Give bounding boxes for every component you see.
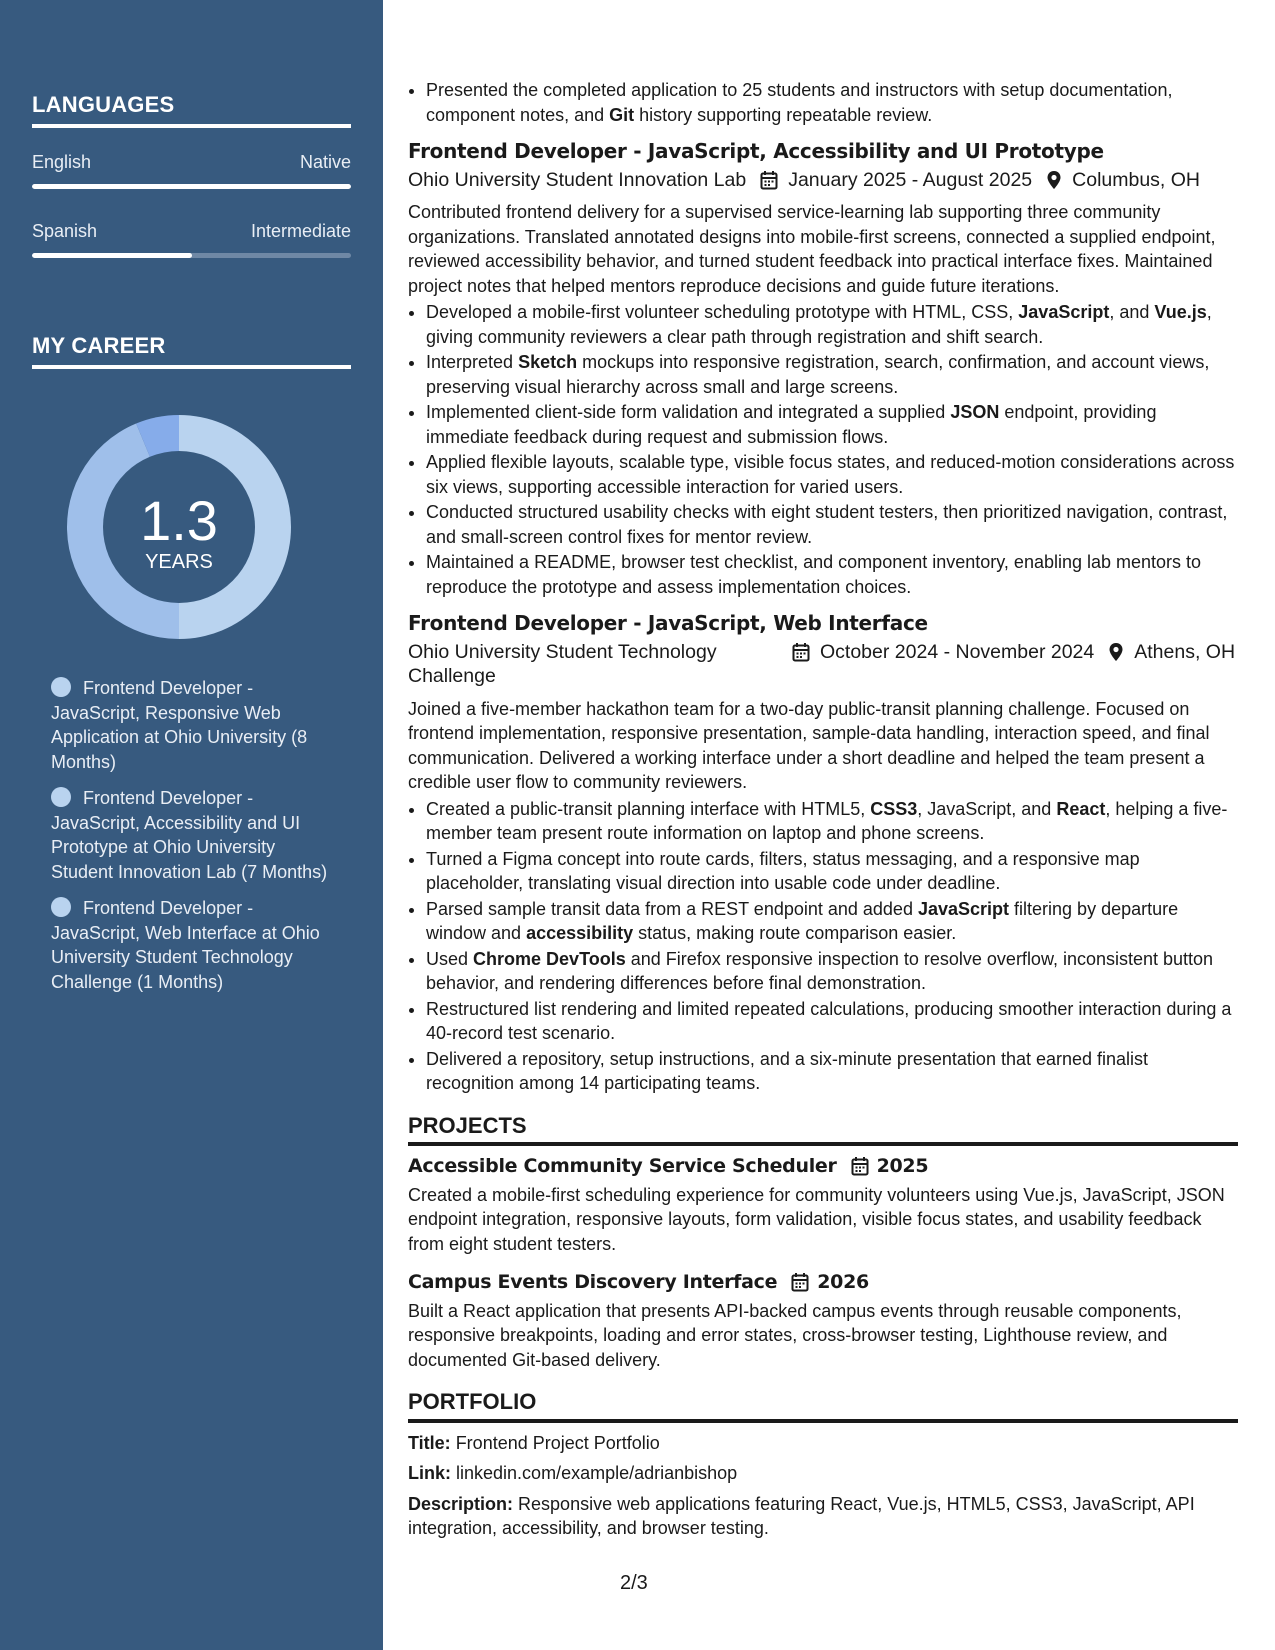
job-title: Frontend Developer - JavaScript, Accessibility and UI Prototype — [408, 139, 1104, 163]
language-level: Native — [299, 152, 351, 172]
bullet-item: • Used Chrome DevTools and Firefox responsive inspection to resolve overflow, inconsistent button behavior, and rendering differences before final demonstration. — [426, 947, 1238, 996]
carryover-bullets — [408, 78, 1238, 127]
career-item-text: Frontend Developer - JavaScript, Responsive Web Application at Ohio University (8 Months) — [51, 678, 308, 772]
calendar-icon — [792, 642, 810, 662]
project-year: 2026 — [791, 1270, 869, 1295]
portfolio-heading: PORTFOLIO — [408, 1390, 1238, 1423]
language-proficiency-fill — [32, 184, 351, 189]
job-meta — [408, 168, 1238, 193]
bullet-item: • Conducted structured usability checks with eight student testers, then prioritized navigation, contrast, and small-screen control fixes for mentor review. — [426, 500, 1238, 549]
career-unit: YEARS — [145, 551, 213, 573]
projects-heading: PROJECTS — [408, 1114, 1238, 1147]
project-title-row — [408, 1270, 1238, 1295]
bullet-item: • Implemented client-side form validation and integrated a supplied JSON endpoint, providing immediate feedback during request and submission flows. — [426, 400, 1238, 449]
languages-heading: LANGUAGES — [32, 92, 351, 128]
career-heading: MY CAREER — [32, 333, 351, 369]
language-name: Spanish — [32, 221, 98, 241]
language-proficiency-bar — [32, 253, 351, 258]
project-title: Accessible Community Service Scheduler — [408, 1155, 837, 1177]
language-name: English — [32, 152, 92, 172]
bullet-item: • Applied flexible layouts, scalable type, visible focus states, and reduced-motion considerations across six views, supporting accessible interaction for varied users. — [426, 450, 1238, 499]
job-org: Ohio University Student Innovation Lab — [408, 168, 747, 191]
portfolio-description: Responsive web applications featuring React, Vue.js, HTML5, CSS3, JavaScript, API integration, accessibility, and browser testing. — [408, 1493, 1195, 1538]
job-dates: October 2024 - November 2024 — [792, 640, 1094, 665]
job-summary: Joined a five-member hackathon team for a two-day public-transit planning challenge. Focused on frontend implementation, responsive presentation, sample-data handling, interaction speed, and final communication. Delivered a working interface under a short deadline and helped the team present a credible user flow to community reviewers. — [408, 698, 1210, 792]
main-content — [408, 78, 1238, 1547]
page-number: 2/3 — [620, 1572, 648, 1594]
career-donut-chart — [67, 415, 291, 639]
career-item-text: Frontend Developer - JavaScript, Accessibility and UI Prototype at Ohio University Student Innovation Lab (7 Months) — [51, 788, 328, 882]
bullet-item: • Parsed sample transit data from a REST endpoint and added JavaScript filtering by departure window and accessibility status, making route comparison easier. — [426, 897, 1238, 946]
bullet-item: • Presented the completed application to 25 students and instructors with setup documentation, component notes, and Git history supporting repeatable review. — [426, 78, 1238, 127]
job-org: Ohio University Student Technology Challenge — [408, 640, 717, 687]
bullet-item: • Turned a Figma concept into route cards, filters, status messaging, and a responsive map placeholder, translating visual direction into usable code under deadline. — [426, 847, 1238, 896]
job-dates: January 2025 - August 2025 — [760, 168, 1032, 193]
bullet-dot-icon — [51, 897, 71, 917]
language-row — [32, 221, 351, 251]
job-location: Athens, OH — [1108, 640, 1235, 665]
project-description: Created a mobile-first scheduling experience for community volunteers using Vue.js, JavaScript, JSON endpoint integration, responsive layouts, form validation, visible focus states, and usability feedback from eight student testers. — [408, 1184, 1225, 1254]
calendar-icon — [791, 1272, 809, 1292]
calendar-icon — [760, 170, 778, 190]
job-title: Frontend Developer - JavaScript, Web Interface — [408, 611, 928, 635]
portfolio-description-line: Description: Responsive web applications featuring React, Vue.js, HTML5, CSS3, JavaScript, API integration, accessibility, and browser testing. — [408, 1493, 1195, 1538]
bullet-dot-icon — [51, 677, 71, 697]
bullet-item: • Created a public-transit planning interface with HTML5, CSS3, JavaScript, and React, helping a five-member team present route information on laptop and phone screens. — [426, 797, 1238, 846]
career-item — [51, 896, 331, 994]
job-bullets — [408, 797, 1238, 1096]
portfolio-link-line: Link: linkedin.com/example/adrianbishop — [408, 1463, 738, 1483]
sidebar — [0, 0, 383, 1650]
bullet-item: • Delivered a repository, setup instructions, and a six-minute presentation that earned finalist recognition among 14 participating teams. — [426, 1047, 1238, 1096]
location-pin-icon — [1108, 642, 1124, 662]
project-title: Campus Events Discovery Interface — [408, 1271, 778, 1293]
language-row — [32, 152, 351, 182]
calendar-icon — [851, 1156, 869, 1176]
career-total: 1.3 — [140, 489, 218, 552]
job-location: Columbus, OH — [1046, 168, 1200, 193]
bullet-item: • Developed a mobile-first volunteer scheduling prototype with HTML, CSS, JavaScript, and Vue.js, giving community reviewers a clear path through registration and shift search. — [426, 300, 1238, 349]
job-summary: Contributed frontend delivery for a supervised service-learning lab supporting three community organizations. Translated annotated designs into mobile-first screens, connected a supplied endpoint, reviewed accessibility behavior, and turned student feedback into practical interface fixes. Maintained project notes that helped mentors reproduce decisions and guide future iterations. — [408, 202, 1216, 296]
career-item — [51, 676, 331, 774]
career-item — [51, 786, 331, 884]
bullet-dot-icon — [51, 787, 71, 807]
bullet-item: • Maintained a README, browser test checklist, and component inventory, enabling lab mentors to reproduce the prototype and assess implementation choices. — [426, 550, 1238, 599]
language-level: Intermediate — [250, 221, 351, 241]
project-title-row — [408, 1154, 1238, 1179]
language-proficiency-fill — [32, 253, 192, 258]
career-item-text: Frontend Developer - JavaScript, Web Interface at Ohio University Student Technology Challenge (1 Months) — [51, 898, 320, 992]
location-pin-icon — [1046, 170, 1062, 190]
job-meta — [408, 640, 1238, 689]
project-year: 2025 — [851, 1154, 929, 1179]
job-bullets — [408, 300, 1238, 599]
career-list — [51, 676, 331, 1006]
bullet-item: • Restructured list rendering and limited repeated calculations, producing smoother interaction during a 40-record test scenario. — [426, 997, 1238, 1046]
bullet-item: • Interpreted Sketch mockups into responsive registration, search, confirmation, and account views, preserving visual hierarchy across small and large screens. — [426, 350, 1238, 399]
project-description: Built a React application that presents API-backed campus events through reusable components, responsive breakpoints, loading and error states, cross-browser testing, Lighthouse review, and documented Git-based delivery. — [408, 1300, 1182, 1370]
portfolio-title: Frontend Project Portfolio — [455, 1432, 660, 1453]
portfolio-link[interactable]: linkedin.com/example/adrianbishop — [456, 1463, 738, 1483]
portfolio-title-line: Title: Frontend Project Portfolio — [408, 1432, 660, 1453]
language-proficiency-bar — [32, 184, 351, 189]
